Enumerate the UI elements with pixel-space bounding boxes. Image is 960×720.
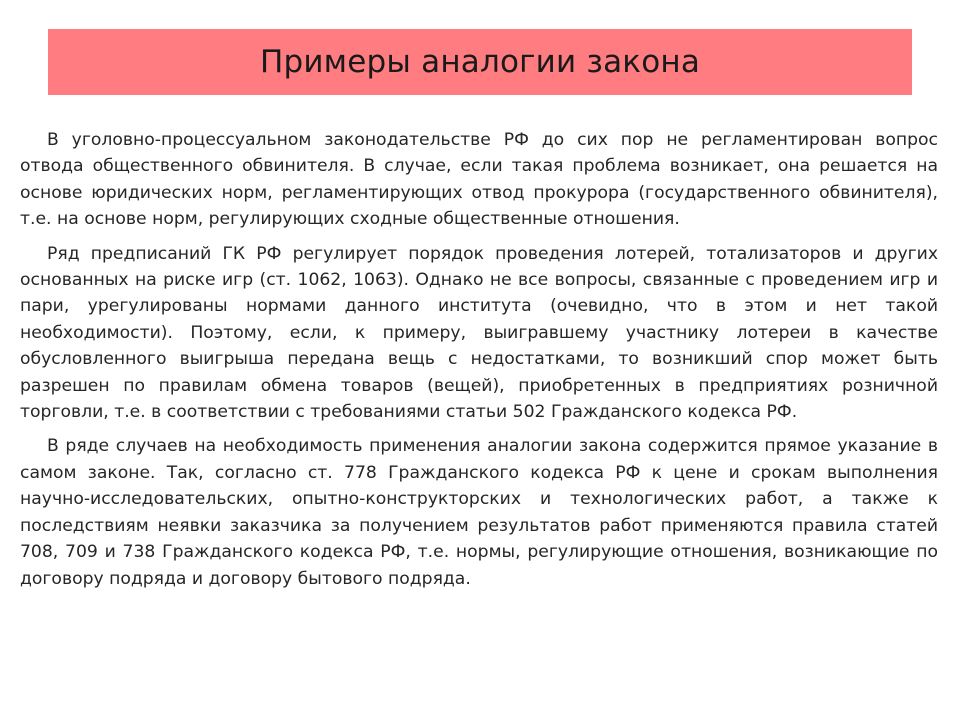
- slide-body: [20, 127, 938, 600]
- slide-title: Примеры аналогии закона: [259, 44, 701, 80]
- paragraph-1: В уголовно-процессуальном законодательстве РФ до сих пор не регламентирован вопрос отвода общественного обвинителя. В случае, если такая проблема возникает, она решается на основе юридических норм, регламентирующих отвод прокурора (государственного обвинителя), т.е. на основе норм, регулирующих сходные общественные отношения.: [20, 130, 938, 230]
- paragraph-2: Ряд предписаний ГК РФ регулирует порядок проведения лотерей, тотализаторов и других основанных на риске игр (ст. 1062, 1063). Однако не все вопросы, связанные с проведением игр и пари, урегулированы нормами данного института (очевидно, что в этом и нет такой необходимости). Поэтому, если, к примеру, выигравшему участнику лотереи в качестве обусловленного выигрыша передана вещь с недостатками, то возникший спор может быть разрешен по правилам обмена товаров (вещей), приобретенных в предприятиях розничной торговли, т.е. в соответствии с требованиями статьи 502 Гражданского кодекса РФ.: [20, 243, 938, 423]
- title-banner: [48, 29, 912, 95]
- paragraph-3: В ряде случаев на необходимость применения аналогии закона содержится прямое указание в самом законе. Так, согласно ст. 778 Гражданского кодекса РФ к цене и срокам выполнения научно-исследовательских, опытно-конструкторских и технологических работ, а также к последствиям неявки заказчика за получением результатов работ применяются правила статей 708, 709 и 738 Гражданского кодекса РФ, т.е. нормы, регулирующие отношения, возникающие по договору подряда и договору бытового подряда.: [20, 436, 938, 589]
